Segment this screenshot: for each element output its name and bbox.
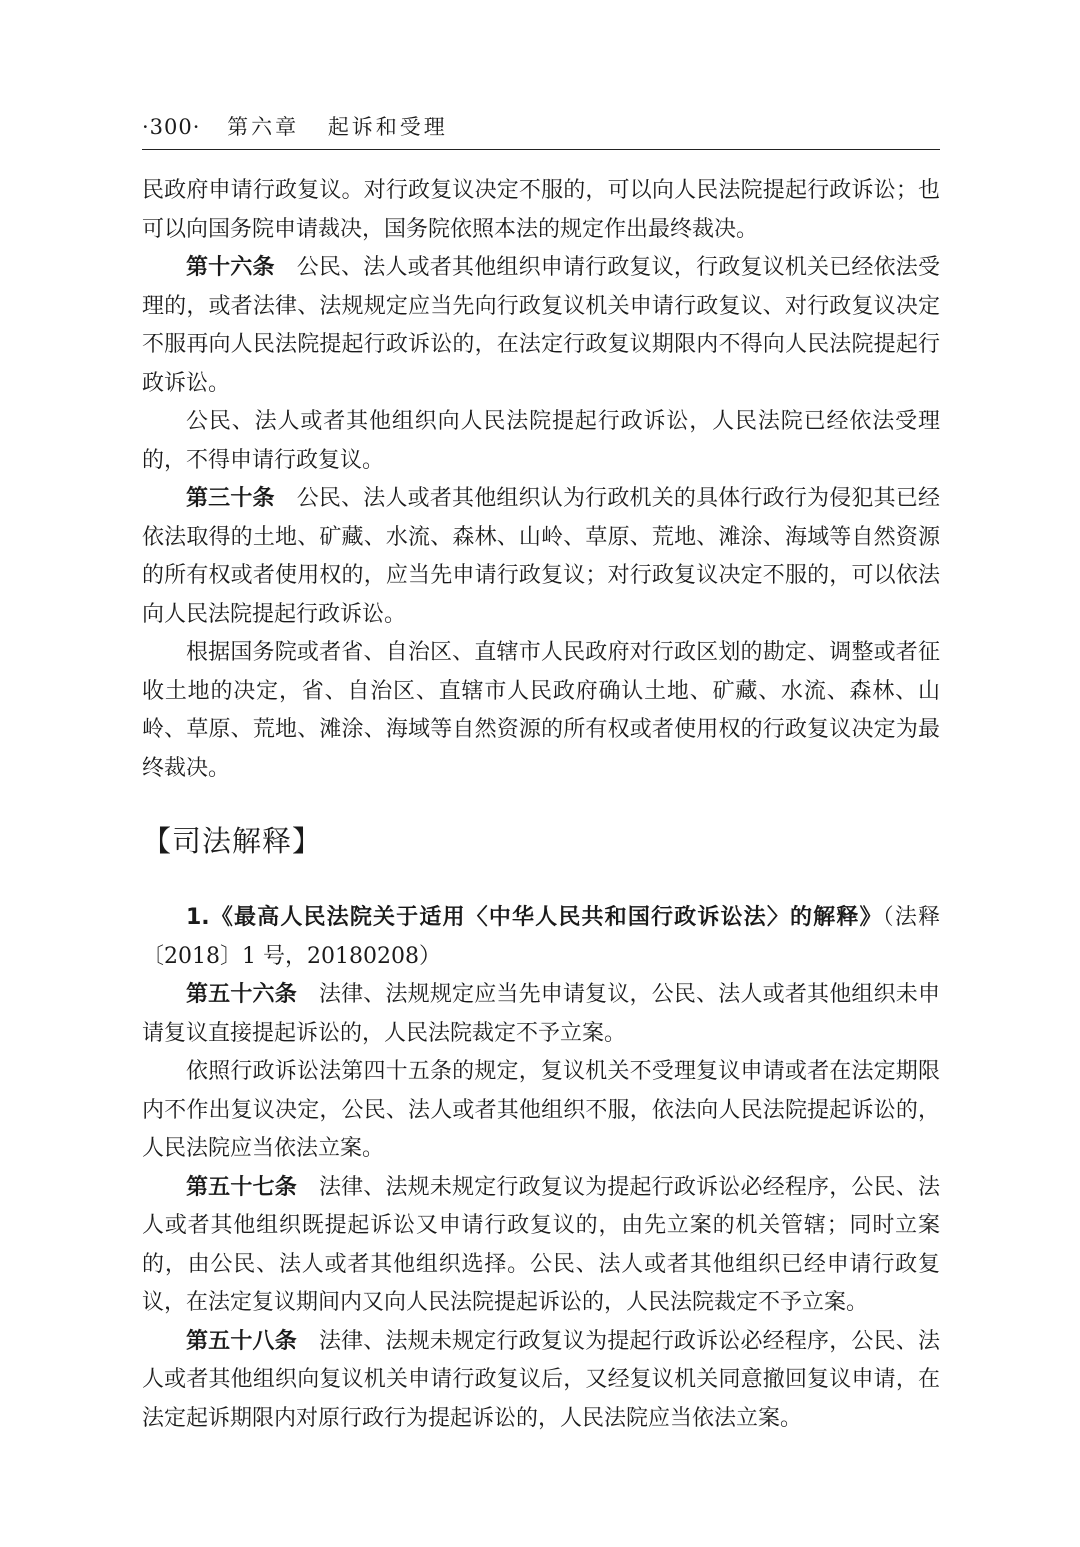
- page-body: [142, 172, 940, 1438]
- running-head: [142, 112, 940, 142]
- article-text: 法律、法规未规定行政复议为提起行政诉讼必经程序，公民、法人或者其他组织既提起诉讼又申请行政复议的，由先立案的机关管辖；同时立案的，由公民、法人或者其他组织选择。公民、法人或者其他组织已经申请行政复议，在法定复议期间内又向人民法院提起诉讼的，人民法院裁定不予立案。: [142, 1174, 940, 1315]
- interpretation-source: [142, 899, 940, 976]
- page-number: ·300·: [142, 115, 201, 139]
- article-58: [142, 1323, 940, 1439]
- article-56: [142, 976, 940, 1053]
- article-text: 公民、法人或者其他组织申请行政复议，行政复议机关已经依法受理的，或者法律、法规规定应当先向行政复议机关申请行政复议、对行政复议决定不服再向人民法院提起行政诉讼的，在法定行政复议期限内不得向人民法院提起行政诉讼。: [142, 255, 940, 396]
- article-label: 第十六条: [186, 255, 275, 280]
- article-16: [142, 249, 940, 403]
- article-16-paragraph-2: 公民、法人或者其他组织向人民法院提起行政诉讼，人民法院已经依法受理的，不得申请行政复议。: [142, 409, 940, 473]
- article-label: 第五十八条: [186, 1328, 297, 1354]
- chapter-label: 第六章: [227, 115, 300, 139]
- section-heading: 【司法解释】: [142, 824, 323, 858]
- article-label: 第五十七条: [186, 1174, 297, 1200]
- article-56-paragraph-2: 依照行政诉讼法第四十五条的规定，复议机关不受理复议申请或者在法定期限内不作出复议决定，公民、法人或者其他组织不服，依法向人民法院提起诉讼的，人民法院应当依法立案。: [142, 1059, 940, 1161]
- article-30-paragraph-2: 根据国务院或者省、自治区、直辖市人民政府对行政区划的勘定、调整或者征收土地的决定，省、自治区、直辖市人民政府确认土地、矿藏、水流、森林、山岭、草原、荒地、滩涂、海域等自然资源的所有权或者使用权的行政复议决定为最终裁决。: [142, 640, 940, 781]
- article-text: 法律、法规规定应当先申请复议，公民、法人或者其他组织未申请复议直接提起诉讼的，人民法院裁定不予立案。: [142, 982, 940, 1046]
- article-label: 第三十条: [186, 486, 275, 511]
- header-rule: [142, 149, 940, 150]
- document-reference: （法释〔2018〕1 号，20180208）: [142, 905, 940, 969]
- article-30: [142, 480, 940, 634]
- article-text: 公民、法人或者其他组织认为行政机关的具体行政行为侵犯其已经依法取得的土地、矿藏、水流、森林、山岭、草原、荒地、滩涂、海域等自然资源的所有权或者使用权的，应当先申请行政复议；对行政复议决定不服的，可以依法向人民法院提起行政诉讼。: [142, 486, 940, 627]
- document-title: 1.《最高人民法院关于适用〈中华人民共和国行政诉讼法〉的解释》: [186, 905, 883, 930]
- article-text: 法律、法规未规定行政复议为提起行政诉讼必经程序，公民、法人或者其他组织向复议机关申请行政复议后，又经复议机关同意撤回复议申请，在法定起诉期限内对原行政行为提起诉讼的，人民法院应当依法立案。: [142, 1328, 940, 1431]
- article-label: 第五十六条: [186, 982, 297, 1007]
- article-57: [142, 1169, 940, 1323]
- section-label: 起诉和受理: [327, 115, 448, 139]
- paragraph-continued: 民政府申请行政复议。对行政复议决定不服的，可以向人民法院提起行政诉讼；也可以向国务院申请裁决，国务院依照本法的规定作出最终裁决。: [142, 178, 940, 242]
